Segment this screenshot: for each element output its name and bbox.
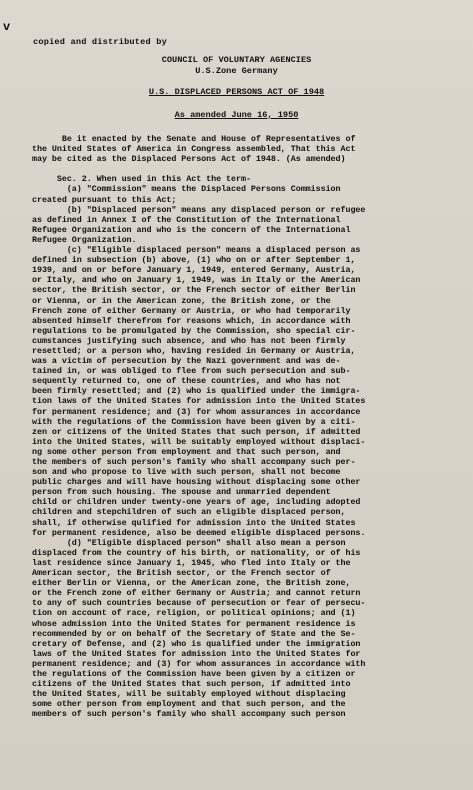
distribution-note: copied and distributed by	[33, 37, 167, 47]
text-line: recommended by or on behalf of the Secretary of State and the Se-	[32, 628, 356, 639]
document-body	[32, 134, 444, 719]
text-line: citizens of the United States that such person, if admitted into	[32, 679, 351, 690]
text-line: 1939, and on or before January 1, 1949, entered Germany, Austria,	[32, 265, 356, 276]
text-line: son and who propose to live with such person, shall not become	[32, 467, 341, 478]
text-line: Refugee Organization and who is the concern of the International	[32, 224, 351, 235]
text-line: person from such housing. The spouse and unmarried dependent	[32, 487, 331, 498]
text-line: Sec. 2. When used in this Act the term-	[32, 174, 251, 185]
text-line: tion laws of the United States for admission into the United States	[32, 396, 366, 407]
text-line: with the regulations of the Commission have been given by a citi-	[32, 416, 356, 427]
text-line: the United States, will be suitably employed without displacing	[32, 689, 346, 700]
text-line: for permanent residence, also be deemed eligible displaced persons.	[32, 527, 366, 538]
text-line: sequently returned to, one of these countries, and who has not	[32, 376, 341, 387]
text-line: or the French zone of either Germany or Austria; and cannot return	[32, 588, 361, 599]
text-line: resettled; or a person who, having resided in Germany or Austria,	[32, 345, 356, 356]
text-line: last residence since January 1, 1945, who fled into Italy or the	[32, 557, 351, 568]
organization-name: COUNCIL OF VOLUNTARY AGENCIES	[161, 55, 312, 65]
text-line: Refugee Organization.	[32, 234, 137, 245]
text-line: regulations to be promulgated by the Commission, sho special cir-	[32, 325, 356, 336]
text-line: tained in, or was obliged to flee from such persecution and sub-	[32, 366, 351, 377]
text-line: the members of such person's family who shall accompany such per-	[32, 457, 356, 467]
text-line: either Berlin or Vienna, or the American zone, the British zone,	[32, 578, 351, 589]
text-line: French zone of either Germany or Austria, or who had temporarily	[32, 305, 351, 316]
text-line: as defined in Annex I of the Constitution of the International	[32, 214, 341, 225]
text-line: to any of such countries because of persecution or fear of persecu-	[32, 598, 366, 609]
text-line: the regulations of the Commission have been given by a citizen or	[32, 668, 356, 679]
text-line: for permanent residence; and (3) for whom assurances in accordance	[32, 406, 361, 417]
text-line: (d) "Eligible displaced person" shall also mean a person	[32, 537, 346, 548]
text-line: ng some other person from employment and that such person, and	[32, 446, 341, 457]
text-line: permanent residence; and (3) for whom assurances in accordance with	[32, 658, 366, 669]
text-line: (a) "Commission" means the Displaced Persons Commission	[32, 184, 341, 195]
text-line: zen or citizens of the United States that such person, if admitted	[32, 426, 361, 437]
text-line: Be it enacted by the Senate and House of Representatives of	[32, 134, 356, 144]
amendment-date: As amended June 16, 1950	[174, 110, 299, 120]
text-line: defined in subsection (b) above, (1) who on or after September 1,	[32, 255, 356, 266]
text-line: been firmly resettled; and (2) who is qualified under the immigra-	[32, 386, 361, 397]
text-line: laws of the United States for admission into the United States for	[32, 648, 361, 659]
text-line: or Vienna, or in the American zone, the British zone, or the	[32, 295, 331, 306]
text-line: created pursuant to this Act;	[32, 194, 177, 205]
organization-location: U.S.Zone Germany	[195, 66, 278, 76]
text-line: cretary of Defense, and (2) who is qualified under the immigration	[32, 638, 361, 649]
text-line: absented himself therefrom for reasons which, in accordance with	[32, 315, 351, 326]
document-title: U.S. DISPLACED PERSONS ACT OF 1948	[148, 87, 325, 97]
text-line: whose admission into the United States for permanent residence is	[32, 618, 356, 629]
text-line: cumstances justifying such absence, and who has not been firmly	[32, 335, 346, 346]
page-mark: v	[3, 20, 11, 34]
text-line: some other person from employment and that such person, and the	[32, 699, 346, 710]
text-line: into the United States, will be suitably employed without displaci-	[32, 436, 366, 447]
text-line: American sector, the British sector, or the French sector of	[32, 568, 331, 579]
text-line: shall, if otherwise qulified for admission into the United States	[32, 517, 356, 528]
text-line: child or children under twenty-one years of age, including adopted	[32, 497, 361, 508]
text-line: was a victim of persecution by the Nazi government and was de-	[32, 356, 341, 367]
text-line: (c) "Eligible displaced person" means a displaced person as	[32, 245, 361, 256]
text-line: sector, the British sector, or the French sector of either Berlin	[32, 285, 356, 296]
text-line: (b) "Displaced person" means any displaced person or refugee	[32, 204, 366, 215]
text-line: members of such person's family who shall accompany such person	[32, 709, 346, 720]
text-line: displaced from the country of his birth, or nationality, or of his	[32, 547, 361, 558]
text-line: or Italy, and who on January 1, 1949, was in Italy or the American	[32, 275, 361, 286]
text-line: tion on account of race, religion, or political opinions; and (1)	[32, 608, 356, 619]
text-line: the United States of America in Congress assembled, That this Act	[32, 144, 356, 155]
text-line	[32, 164, 444, 174]
text-line: public charges and will have housing without displacing some other	[32, 477, 361, 488]
text-line: may be cited as the Displaced Persons Act of 1948. (As amended)	[32, 154, 346, 165]
text-line: children and stepchildren of such an eligible displaced person,	[32, 507, 346, 518]
